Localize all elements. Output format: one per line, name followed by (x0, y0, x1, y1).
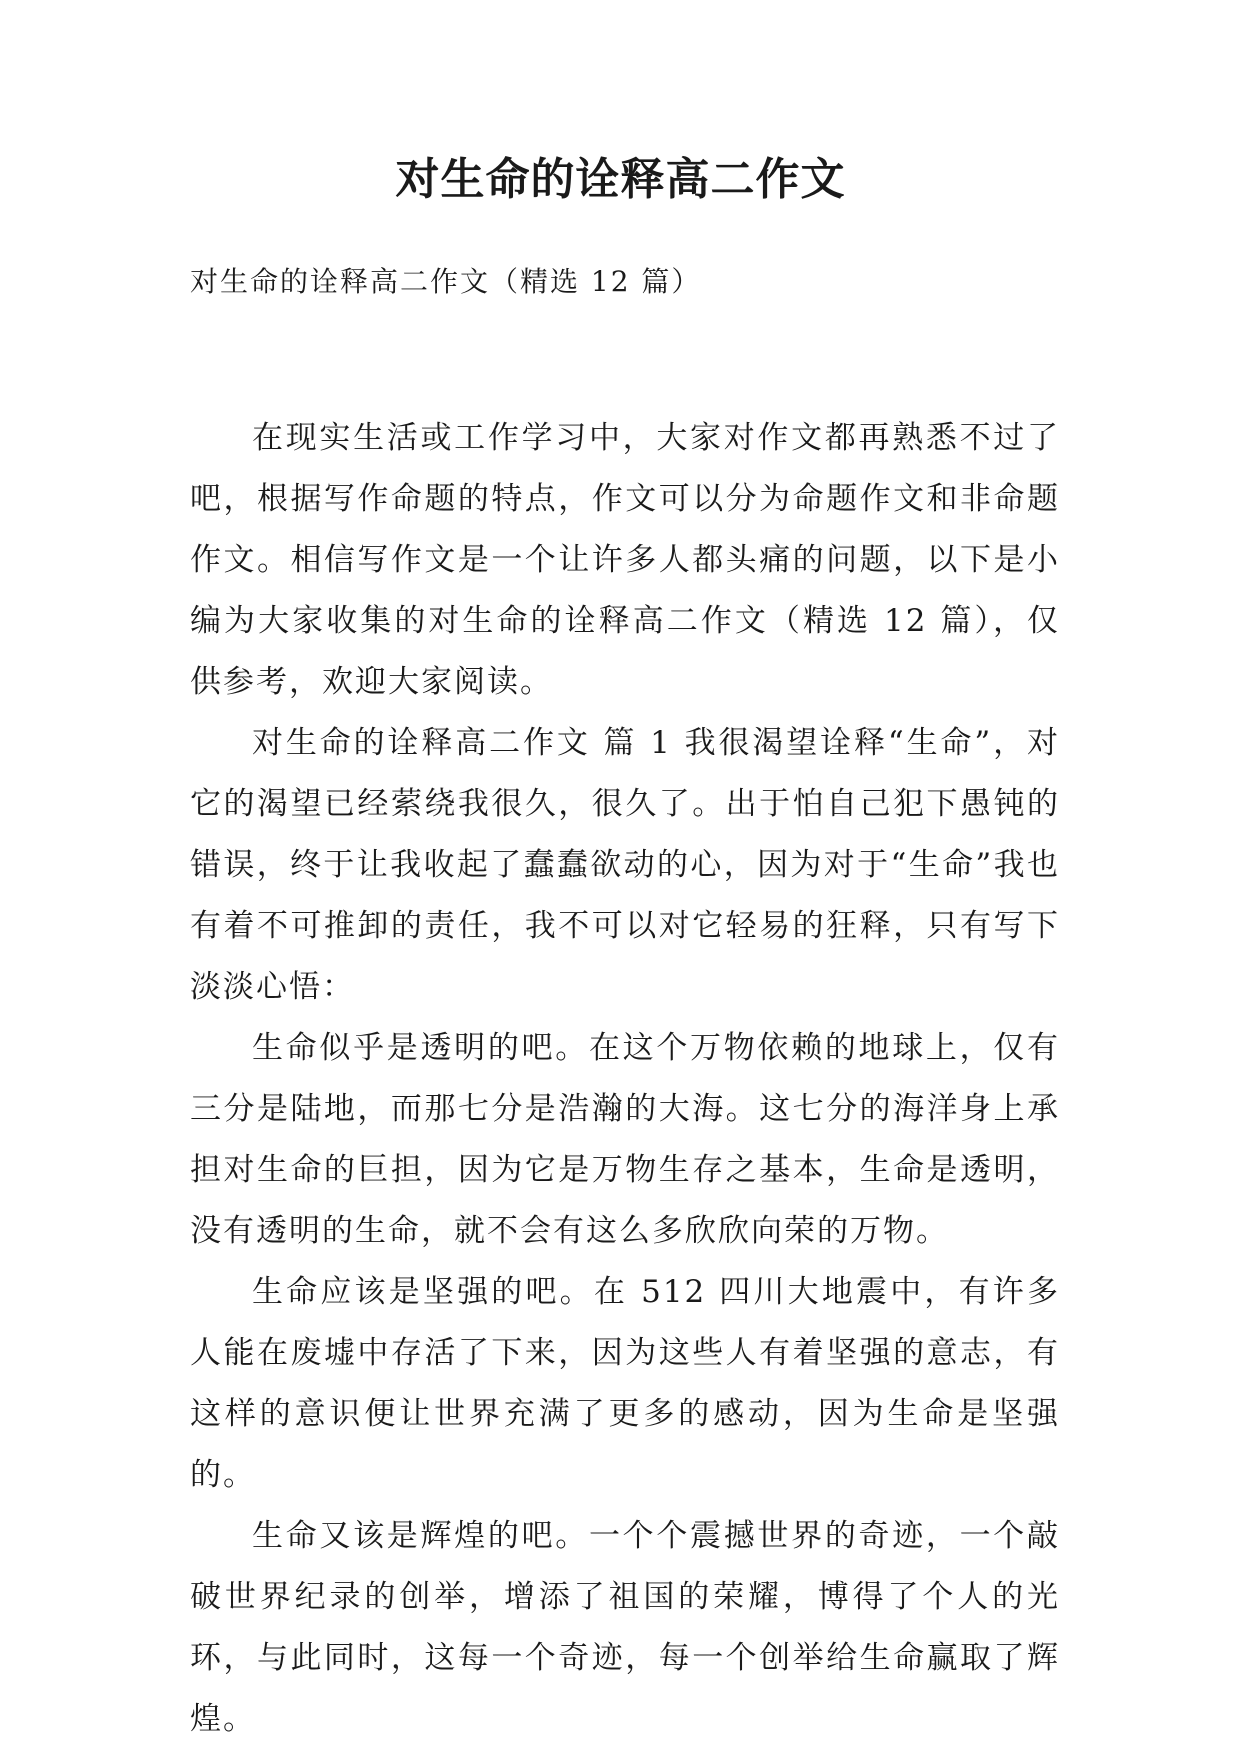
paragraph-strong-life: 生命应该是坚强的吧。在 512 四川大地震中，有许多人能在废墟中存活了下来，因为这些人有着坚强的意志，有这样的意识便让世界充满了更多的感动，因为生命是坚强的。 (190, 1274, 1060, 1493)
document-subtitle: 对生命的诠释高二作文（精选 12 篇） (190, 265, 702, 298)
paragraph-glorious-life: 生命又该是辉煌的吧。一个个震撼世界的奇迹，一个敲破世界纪录的创举，增添了祖国的荣耀，博得了个人的光环，与此同时，这每一个奇迹，每一个创举给生命赢取了辉煌。 (190, 1518, 1060, 1737)
paragraph-essay-1-opening: 对生命的诠释高二作文 篇 1 我很渴望诠释“生命”，对它的渴望已经萦绕我很久，很久了。出于怕自己犯下愚钝的错误，终于让我收起了蠢蠢欲动的心，因为对于“生命”我也有着不可推卸的责任，我不可以对它轻易的狂释，只有写下淡淡心悟： (190, 725, 1060, 1005)
document-body (190, 408, 1060, 1750)
paragraph-transparent-life: 生命似乎是透明的吧。在这个万物依赖的地球上，仅有三分是陆地，而那七分是浩瀚的大海。这七分的海洋身上承担对生命的巨担，因为它是万物生存之基本，生命是透明，没有透明的生命，就不会有这么多欣欣向荣的万物。 (190, 1030, 1060, 1249)
document-title: 对生命的诠释高二作文 (395, 154, 846, 205)
paragraph-intro: 在现实生活或工作学习中，大家对作文都再熟悉不过了吧，根据写作命题的特点，作文可以分为命题作文和非命题作文。相信写作文是一个让许多人都头痛的问题，以下是小编为大家收集的对生命的诠释高二作文（精选 12 篇），仅供参考，欢迎大家阅读。 (190, 420, 1060, 700)
